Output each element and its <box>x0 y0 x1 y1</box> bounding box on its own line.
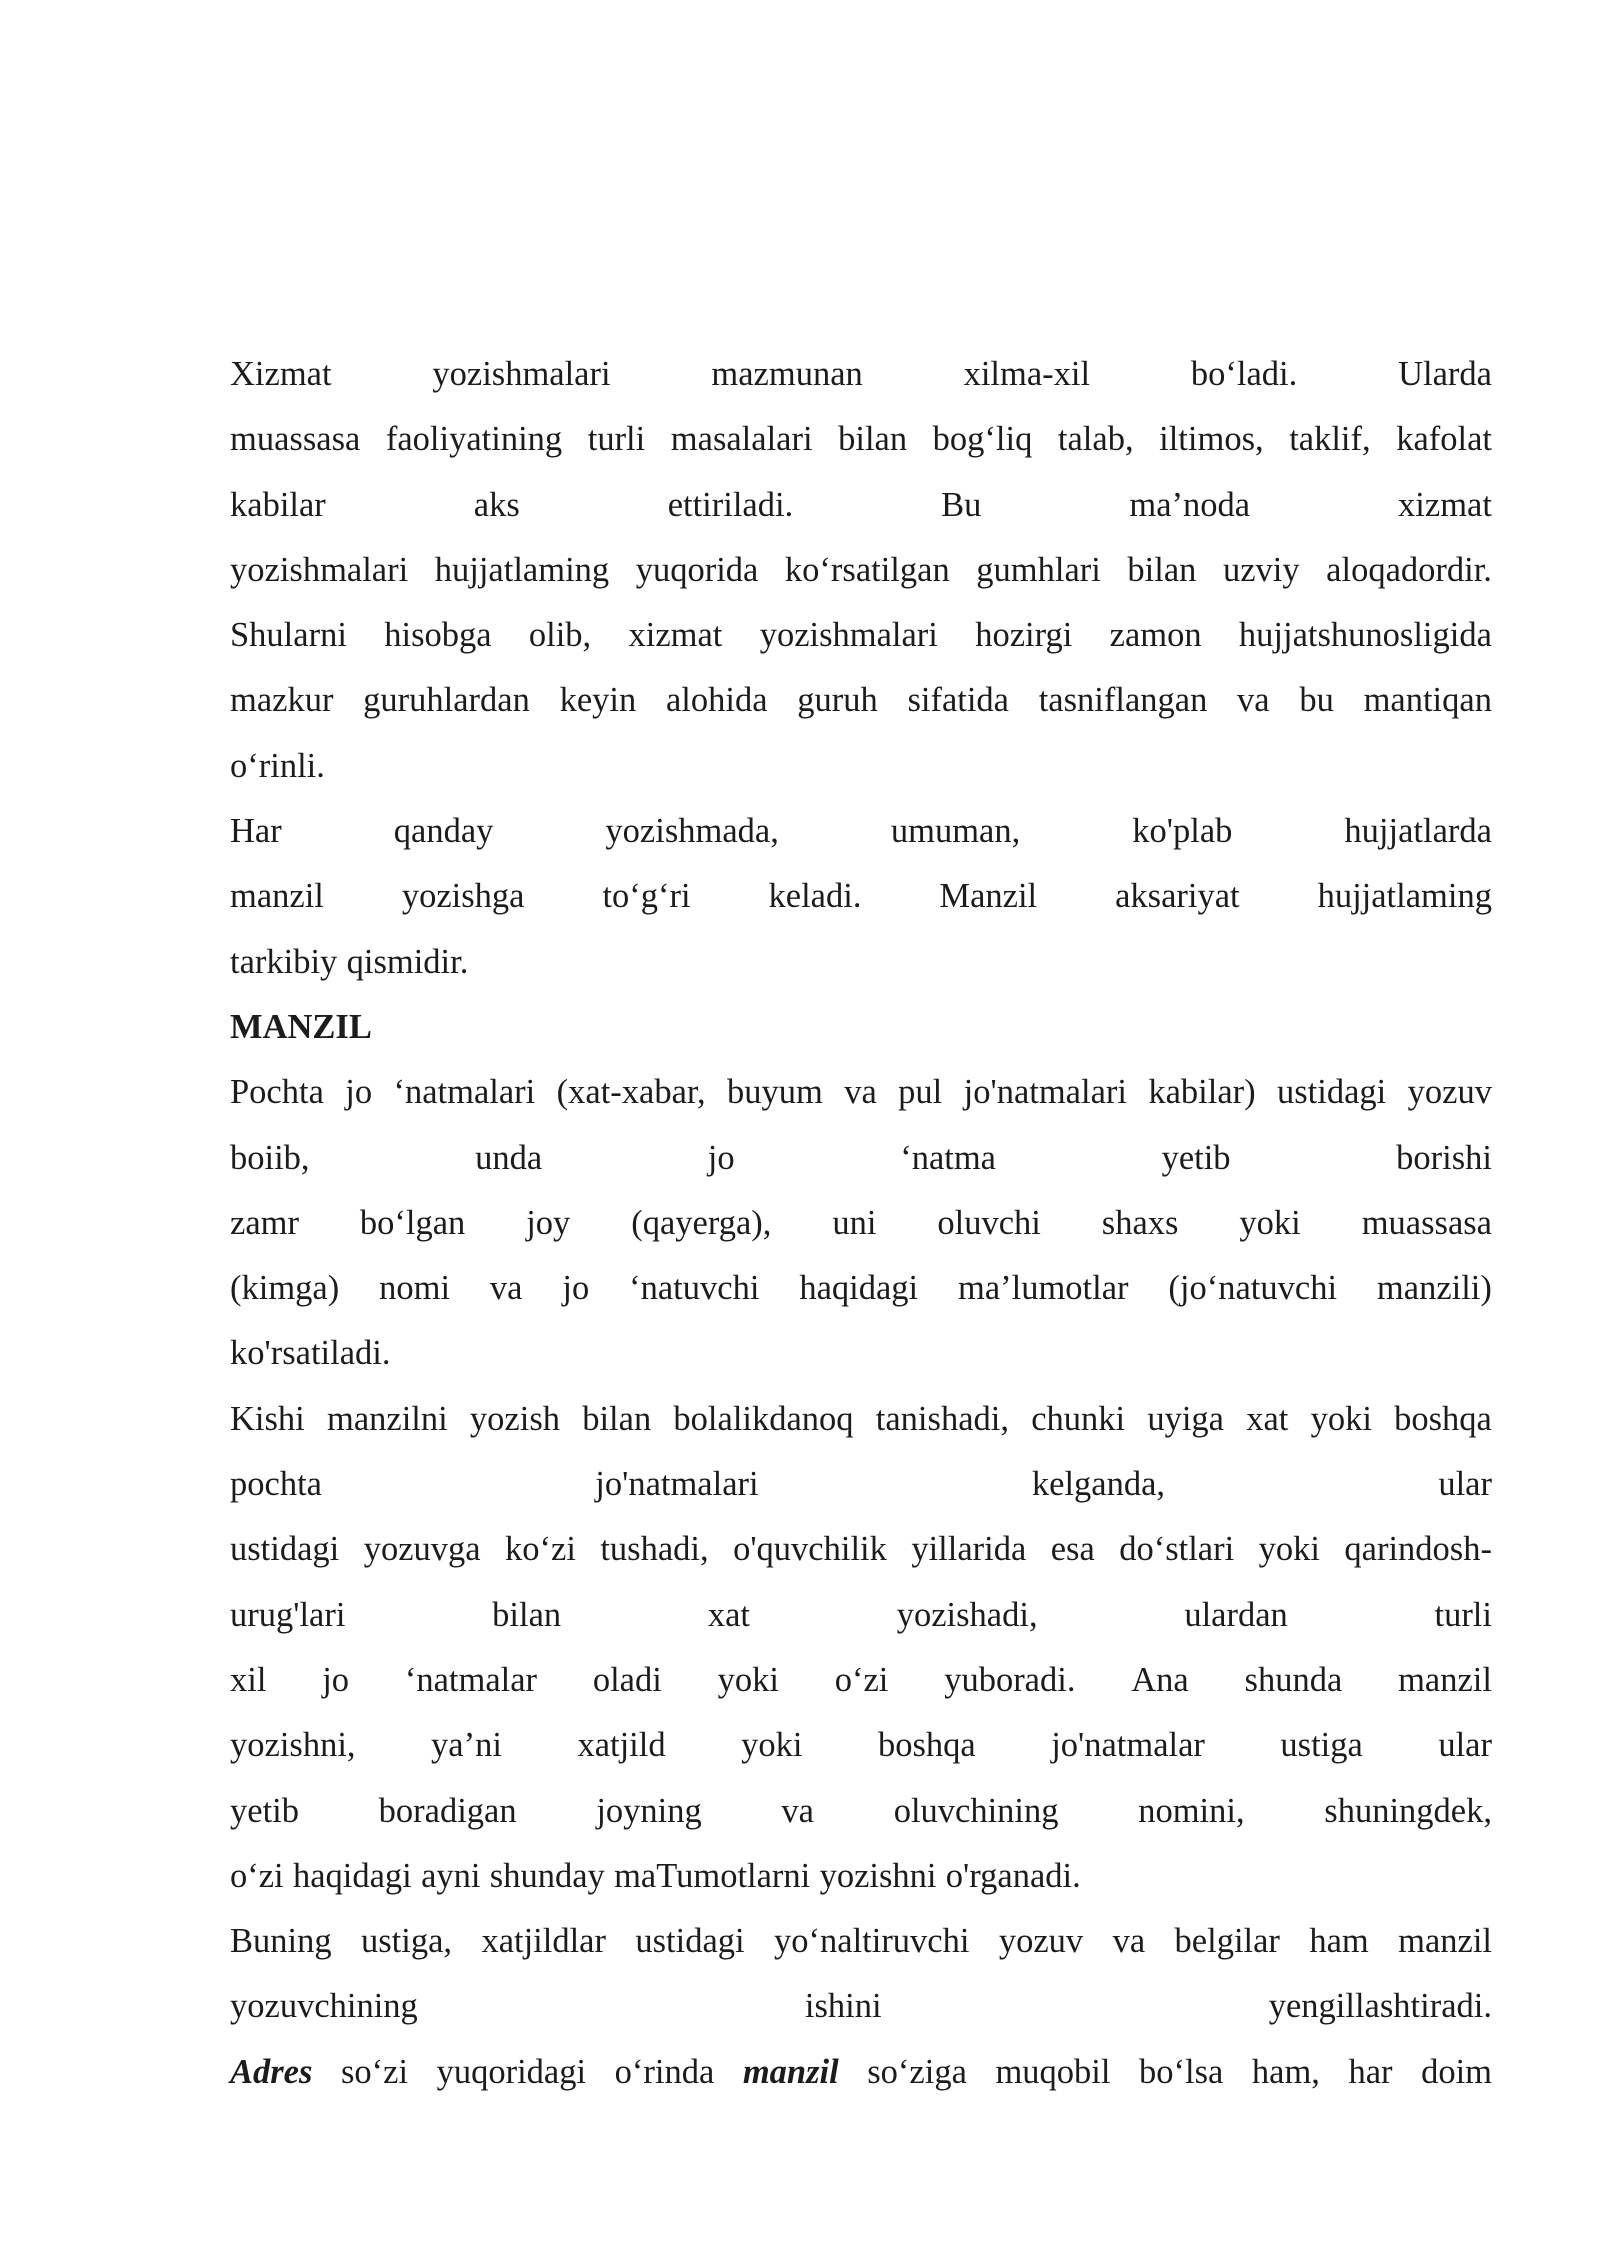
word: ko‘zi <box>505 1530 576 1569</box>
word: tanishadi, <box>875 1399 1009 1438</box>
text-line <box>230 1452 1492 1517</box>
word: ettiriladi. <box>667 485 794 524</box>
word: jo'natmalari <box>595 1465 759 1504</box>
word: gumhlari <box>976 550 1101 589</box>
word: joyning <box>596 1791 702 1830</box>
word: jo <box>345 1073 373 1112</box>
word: ham <box>1309 1922 1369 1961</box>
word: ustidagi <box>230 1530 340 1569</box>
word: ishini <box>804 1987 882 2026</box>
word: hujjatlaming <box>1317 877 1492 916</box>
word: sifatida <box>907 681 1009 720</box>
word: yozishmalari <box>230 550 409 589</box>
word: hujjatshunosligida <box>1238 616 1492 655</box>
word: Bu <box>941 485 982 524</box>
word: bog‘liq <box>932 420 1033 459</box>
word: shunda <box>1244 1660 1343 1699</box>
text-line <box>230 1060 1492 1125</box>
word: xil <box>230 1660 267 1699</box>
word: oluvchining <box>893 1791 1059 1830</box>
word: olib, <box>528 616 592 655</box>
word: guruhlardan <box>363 681 530 720</box>
word: pochta <box>230 1465 322 1504</box>
word: qarindosh- <box>1344 1530 1492 1569</box>
word: muassasa <box>230 420 361 459</box>
word: hujjatlaming <box>434 550 610 589</box>
word: jo <box>322 1660 350 1699</box>
word: ‘natmalari <box>393 1073 536 1112</box>
word: chunki <box>1031 1399 1126 1438</box>
word: ya’ni <box>431 1726 502 1765</box>
word: aloqadordir. <box>1326 550 1492 589</box>
word: (kimga) <box>230 1269 340 1308</box>
text-line <box>230 1713 1492 1778</box>
word: belgilar <box>1174 1922 1280 1961</box>
word: boshqa <box>877 1726 976 1765</box>
word: urug'lari <box>230 1595 346 1634</box>
word: manzili) <box>1376 1269 1492 1308</box>
word: bo‘lgan <box>359 1203 466 1242</box>
word: yozishadi, <box>896 1595 1038 1634</box>
word: va <box>1237 681 1270 720</box>
word: xat <box>1246 1399 1289 1438</box>
word: jo <box>562 1269 590 1308</box>
text-line <box>230 603 1492 668</box>
word: yengillashtiradi. <box>1268 1987 1492 2026</box>
word: yozuv <box>1407 1073 1492 1112</box>
word: mantiqan <box>1363 681 1492 720</box>
word: yozishmalari <box>759 616 938 655</box>
word: ustidagi <box>635 1922 745 1961</box>
word: Adres <box>230 2052 313 2091</box>
text-line <box>230 1126 1492 1191</box>
word: kafolat <box>1396 420 1492 459</box>
word: ustidagi <box>1277 1073 1387 1112</box>
word: ular <box>1438 1465 1492 1504</box>
word: alohida <box>665 681 768 720</box>
word: (jo‘natuvchi <box>1168 1269 1338 1308</box>
word: nomini, <box>1138 1791 1245 1830</box>
text-line <box>230 473 1492 538</box>
text-line <box>230 1909 1492 1974</box>
word: yoki <box>741 1726 803 1765</box>
word: MANZIL <box>230 1007 372 1046</box>
word: esa <box>1050 1530 1095 1569</box>
word: masalalari <box>670 420 813 459</box>
word: ko‘rsatilgan <box>784 550 950 589</box>
word: zamr <box>230 1203 299 1242</box>
word: maTumotlarni <box>614 1856 811 1895</box>
word: yozishmada, <box>605 812 779 851</box>
word: xat <box>707 1595 751 1634</box>
word: zamon <box>1109 616 1202 655</box>
word: va <box>489 1269 523 1308</box>
word: turli <box>587 420 646 459</box>
word: qanday <box>393 812 494 851</box>
word: tarkibiy <box>230 942 338 981</box>
word: uzviy <box>1222 550 1300 589</box>
text-line <box>230 734 1492 799</box>
text-line <box>230 1256 1492 1321</box>
word: Pochta <box>230 1073 324 1112</box>
word: manzilni <box>326 1399 448 1438</box>
word: hujjatlarda <box>1344 812 1492 851</box>
word: ulardan <box>1184 1595 1288 1634</box>
word: o‘rinda <box>614 2052 715 2091</box>
word: haqidagi <box>292 1856 412 1895</box>
word: uyiga <box>1147 1399 1224 1438</box>
word: keyin <box>559 681 637 720</box>
word: Ana <box>1131 1660 1189 1699</box>
word: yozishga <box>401 877 525 916</box>
text-line <box>230 1648 1492 1713</box>
word: yuqoridagi <box>436 2052 587 2091</box>
text-line <box>230 1517 1492 1582</box>
word: yillarida <box>911 1530 1027 1569</box>
text-line <box>230 1321 1492 1386</box>
word: boshqa <box>1394 1399 1492 1438</box>
word: jo'natmalar <box>1051 1726 1205 1765</box>
word: talab, <box>1057 420 1134 459</box>
word: mazmunan <box>711 355 863 393</box>
word: shunday <box>489 1856 605 1895</box>
word: to‘g‘ri <box>602 877 691 916</box>
word: tushadi, <box>600 1530 709 1569</box>
word: oladi <box>592 1660 662 1699</box>
word: o‘zi <box>834 1660 889 1699</box>
word: jo'natmalari <box>963 1073 1127 1112</box>
word: iltimos, <box>1159 420 1264 459</box>
word: pul <box>898 1073 943 1112</box>
word: va <box>781 1791 814 1830</box>
word: xatjildlar <box>481 1922 606 1961</box>
word: manzil <box>1398 1922 1492 1961</box>
word: keladi. <box>768 877 862 916</box>
word: yuqorida <box>635 550 759 589</box>
word: xilma-xil <box>963 355 1091 393</box>
word: bu <box>1299 681 1334 720</box>
word: yo‘naltiruvchi <box>774 1922 970 1961</box>
text-line <box>230 1583 1492 1648</box>
word: ustiga <box>1280 1726 1363 1765</box>
word: manzil <box>742 2052 839 2091</box>
word: o'rganadi. <box>945 1856 1081 1895</box>
word: yozuvga <box>363 1530 481 1569</box>
word: boiib, <box>230 1138 310 1177</box>
word: boradigan <box>378 1791 517 1830</box>
word: o'quvchilik <box>733 1530 887 1569</box>
word: yozishni, <box>230 1726 356 1765</box>
word: yoki <box>717 1660 779 1699</box>
word: ham, <box>1251 2052 1320 2091</box>
word: Ularda <box>1398 355 1492 393</box>
word: har <box>1348 2052 1393 2091</box>
section-heading <box>230 995 1492 1060</box>
text-line <box>230 1387 1492 1452</box>
word: aks <box>473 485 520 524</box>
word: xatjild <box>577 1726 666 1765</box>
text-line <box>230 2040 1492 2105</box>
word: yozish <box>469 1399 560 1438</box>
word: va <box>1112 1922 1146 1961</box>
word: bilan <box>1127 550 1197 589</box>
word: bilan <box>492 1595 562 1634</box>
word: yozishni <box>819 1856 937 1895</box>
word: shaxs <box>1101 1203 1179 1242</box>
word: kelganda, <box>1031 1465 1166 1504</box>
word: yozuvchining <box>230 1987 418 2026</box>
word: guruh <box>797 681 878 720</box>
word: doim <box>1421 2052 1492 2091</box>
word: yozuv <box>998 1922 1084 1961</box>
word: jo <box>707 1138 735 1177</box>
word: bilan <box>838 420 908 459</box>
word: tasniflangan <box>1038 681 1208 720</box>
text-line <box>230 668 1492 733</box>
word: muqobil <box>995 2052 1111 2091</box>
word: taklif, <box>1289 420 1371 459</box>
word: mazkur <box>230 681 334 720</box>
word: oluvchi <box>937 1203 1041 1242</box>
word: va <box>844 1073 877 1112</box>
word: o‘zi <box>230 1856 284 1895</box>
word: umuman, <box>890 812 1021 851</box>
word: haqidagi <box>799 1269 919 1308</box>
word: qismidir. <box>346 942 469 981</box>
word: Buning <box>230 1922 332 1961</box>
document-body <box>230 342 1492 2105</box>
word: (xat-xabar, <box>556 1073 706 1112</box>
word: kabilar) <box>1148 1073 1256 1112</box>
word: xizmat <box>1398 485 1492 524</box>
word: uni <box>832 1203 877 1242</box>
word: (qayerga), <box>631 1203 772 1242</box>
word: bo‘lsa <box>1139 2052 1224 2091</box>
word: hozirgi <box>975 616 1073 655</box>
word: ayni <box>421 1856 481 1895</box>
word: shuningdek, <box>1324 1791 1492 1830</box>
text-line <box>230 342 1492 407</box>
word: kabilar <box>230 485 326 524</box>
word: turli <box>1434 1595 1492 1634</box>
word: ‘natuvchi <box>629 1269 760 1308</box>
word: yozishmalari <box>432 355 611 393</box>
word: bo‘ladi. <box>1190 355 1298 393</box>
word: do‘stlari <box>1119 1530 1235 1569</box>
word: ustiga, <box>361 1922 453 1961</box>
word: hisobga <box>384 616 492 655</box>
word: yetib <box>1161 1138 1231 1177</box>
word: yuboradi. <box>944 1660 1076 1699</box>
word: yoki <box>1258 1530 1320 1569</box>
word: xizmat <box>628 616 723 655</box>
text-line <box>230 1844 1492 1909</box>
word: ma’noda <box>1129 485 1251 524</box>
word: buyum <box>727 1073 823 1112</box>
word: manzil <box>230 877 324 916</box>
text-line <box>230 930 1492 995</box>
text-line <box>230 799 1492 864</box>
word: Kishi <box>230 1399 305 1438</box>
text-line <box>230 1974 1492 2039</box>
word: Manzil <box>939 877 1038 916</box>
word: ‘natma <box>900 1138 996 1177</box>
word: Xizmat <box>230 355 332 393</box>
text-line <box>230 407 1492 472</box>
word: ko'plab <box>1132 812 1233 851</box>
word: bolalikdanoq <box>673 1399 854 1438</box>
word: ko'rsatiladi. <box>230 1334 391 1373</box>
word: ma’lumotlar <box>958 1269 1129 1308</box>
text-line <box>230 538 1492 603</box>
text-line <box>230 1191 1492 1256</box>
word: nomi <box>379 1269 451 1308</box>
word: muassasa <box>1361 1203 1492 1242</box>
word: ular <box>1438 1726 1492 1765</box>
word: o‘rinli. <box>230 746 325 785</box>
word: bilan <box>582 1399 652 1438</box>
word: manzil <box>1398 1660 1492 1699</box>
word: faoliyatining <box>385 420 563 459</box>
word: so‘zi <box>340 2052 409 2091</box>
word: yoki <box>1239 1203 1301 1242</box>
word: unda <box>475 1138 543 1177</box>
word: joy <box>526 1203 571 1242</box>
word: Shularni <box>230 616 347 655</box>
text-line <box>230 1779 1492 1844</box>
word: yetib <box>230 1791 299 1830</box>
word: Har <box>230 812 282 851</box>
word: ‘natmalar <box>404 1660 538 1699</box>
word: borishi <box>1396 1138 1492 1177</box>
word: so‘ziga <box>867 2052 967 2091</box>
word: aksariyat <box>1115 877 1240 916</box>
word: yoki <box>1310 1399 1372 1438</box>
text-line <box>230 864 1492 929</box>
